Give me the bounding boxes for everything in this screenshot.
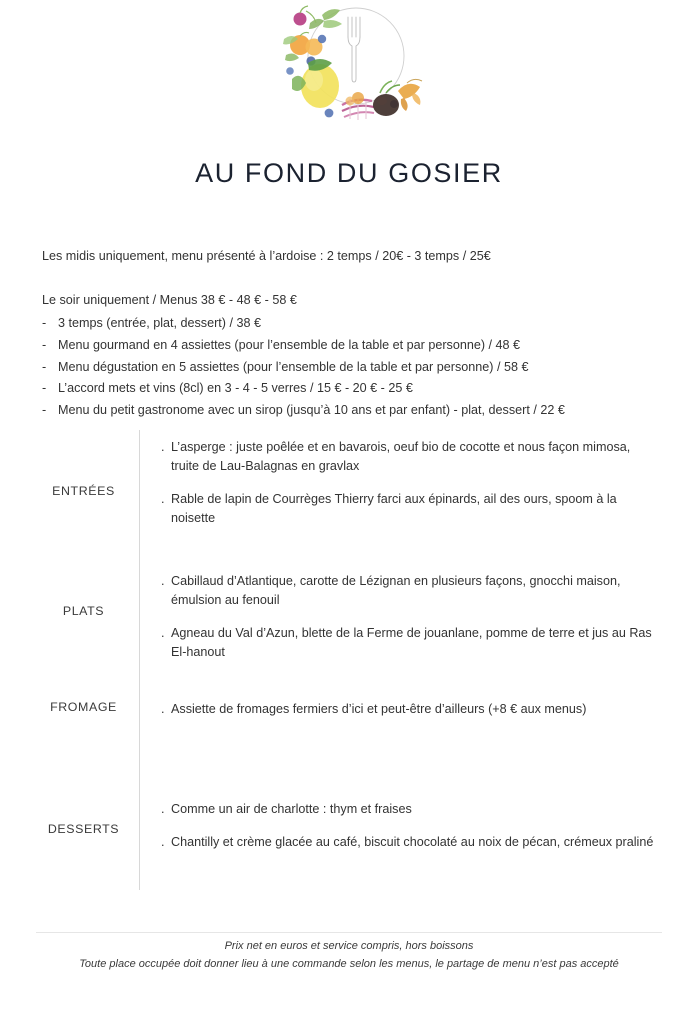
list-item-label: 3 temps (entrée, plat, dessert) / 38 € bbox=[58, 315, 262, 330]
section-dish-list bbox=[139, 800, 658, 852]
list-item bbox=[42, 358, 658, 376]
dash-bullet-icon: - bbox=[42, 337, 47, 352]
green-leaf-icon bbox=[309, 19, 324, 29]
green-leaf-icon bbox=[323, 20, 342, 28]
dish-item bbox=[161, 800, 658, 819]
list-item bbox=[42, 379, 658, 397]
plate-with-fork-and-produce-wreath-icon bbox=[264, 1, 434, 127]
dish-item bbox=[161, 490, 658, 528]
list-item bbox=[42, 314, 658, 332]
menu-section-entrees bbox=[42, 430, 658, 562]
dot-bullet-icon: . bbox=[161, 440, 165, 454]
dish-item bbox=[161, 624, 658, 662]
dinner-options-list bbox=[42, 314, 658, 420]
blueberry-icon bbox=[318, 35, 326, 43]
menu-section-desserts bbox=[42, 790, 658, 896]
list-item-label: Menu du petit gastronome avec un sirop (jusqu’à 10 ans et par enfant) - plat, dessert / 22 € bbox=[58, 403, 565, 418]
dinner-menu-heading: Le soir uniquement / Menus 38 € - 48 € - 58 € bbox=[42, 292, 297, 307]
section-label: PLATS bbox=[62, 604, 105, 618]
dot-bullet-icon: . bbox=[161, 802, 165, 816]
green-leaf-icon bbox=[285, 54, 299, 62]
dot-bullet-icon: . bbox=[161, 702, 165, 716]
dot-bullet-icon: . bbox=[161, 492, 165, 507]
dish-label: Agneau du Val d’Azun, blette de la Ferme de jouanlane, pomme de terre et jus au Ras El-hanout bbox=[171, 626, 652, 660]
section-dish-list bbox=[139, 438, 658, 529]
list-item-label: L’accord mets et vins (8cl) en 3 - 4 - 5 verres / 15 € - 20 € - 25 € bbox=[58, 381, 413, 396]
dish-label: Chantilly et crème glacée au café, biscuit chocolaté au noix de pécan, crémeux praliné bbox=[171, 835, 654, 850]
blueberry-icon bbox=[286, 67, 294, 75]
dish-item bbox=[161, 572, 658, 610]
blueberry-icon bbox=[325, 109, 334, 118]
dot-bullet-icon: . bbox=[161, 835, 165, 850]
list-item bbox=[42, 401, 658, 419]
section-label: ENTRÉES bbox=[52, 484, 115, 498]
footer-note bbox=[0, 938, 698, 974]
section-dish-list bbox=[139, 572, 658, 663]
dash-bullet-icon: - bbox=[42, 403, 47, 418]
produce-wreath bbox=[283, 6, 422, 120]
footer-line-prices: Prix net en euros et service compris, hors boissons bbox=[224, 940, 474, 952]
page-title: AU FOND DU GOSIER bbox=[195, 158, 503, 189]
footer-line-policy: Toute place occupée doit donner lieu à une commande selon les menus, le partage de menu n’est pas accepté bbox=[79, 957, 619, 970]
fork-icon bbox=[348, 17, 360, 82]
section-label: DESSERTS bbox=[47, 822, 120, 836]
section-dish-list bbox=[139, 700, 658, 719]
lunch-menu-note: Les midis uniquement, menu présenté à l’ardoise : 2 temps / 20€ - 3 temps / 25€ bbox=[42, 249, 491, 263]
black-truffle-icon bbox=[373, 94, 399, 116]
footer-divider bbox=[36, 932, 662, 933]
dash-bullet-icon: - bbox=[42, 315, 47, 330]
green-leaf-icon bbox=[322, 9, 340, 20]
dash-bullet-icon: - bbox=[42, 381, 47, 396]
dash-bullet-icon: - bbox=[42, 359, 47, 374]
dish-label: L’asperge : juste poêlée et en bavarois, oeuf bio de cocotte et nous façon mimosa, truite de Lau-Balagnas en gravlax bbox=[171, 440, 631, 474]
menu-section-fromage bbox=[42, 692, 658, 790]
restaurant-logo bbox=[0, 0, 698, 128]
list-item-label: Menu dégustation en 5 assiettes (pour l’ensemble de la table et par personne) / 58 € bbox=[58, 359, 529, 374]
list-item-label: Menu gourmand en 4 assiettes (pour l’ensemble de la table et par personne) / 48 € bbox=[58, 337, 521, 352]
dish-label: Assiette de fromages fermiers d’ici et peut-être d’ailleurs (+8 € aux menus) bbox=[171, 702, 587, 716]
list-item bbox=[42, 336, 658, 354]
section-label: FROMAGE bbox=[50, 700, 117, 714]
dish-item bbox=[161, 833, 658, 852]
dish-label: Cabillaud d’Atlantique, carotte de Lézignan en plusieurs façons, gnocchi maison, émulsion au fenouil bbox=[171, 574, 621, 608]
dish-item bbox=[161, 700, 658, 719]
intro-block bbox=[42, 248, 658, 423]
menu-section-plats bbox=[42, 562, 658, 692]
dot-bullet-icon: . bbox=[161, 574, 165, 588]
dot-bullet-icon: . bbox=[161, 626, 165, 641]
dish-label: Rable de lapin de Courrèges Thierry farci aux épinards, ail des ours, spoom à la noisette bbox=[171, 492, 617, 526]
dish-item bbox=[161, 438, 658, 476]
menu-sections bbox=[42, 430, 658, 896]
dish-label: Comme un air de charlotte : thym et fraises bbox=[171, 802, 412, 816]
radish-icon bbox=[294, 13, 307, 26]
